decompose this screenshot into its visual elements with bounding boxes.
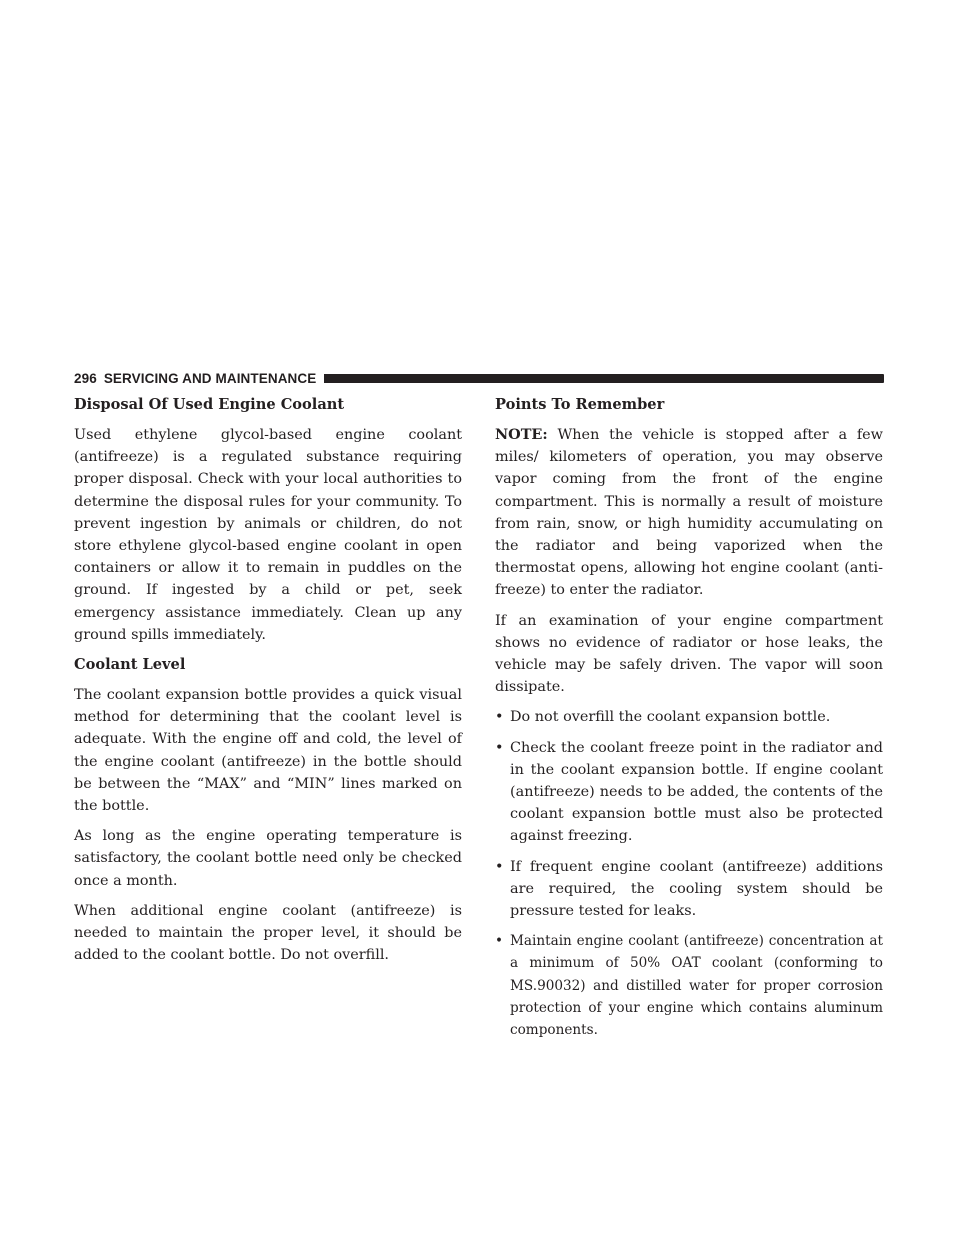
list-item-text: Do not overfill the coolant expansion bottle.: [510, 709, 831, 726]
list-item-text: Maintain engine coolant (antifreeze) concentration at a minimum of 50% OAT coolant (conforming to MS.90032) and distilled water for proper corrosion protection of your engine which contains aluminum components.: [510, 933, 883, 1039]
section-title: SERVICING AND MAINTENANCE: [103, 370, 317, 386]
list-item-text: If frequent engine coolant (antifreeze) additions are required, the cooling system should be pressure tested for leaks.: [510, 858, 883, 920]
header-rule: [324, 374, 884, 383]
bullet-icon: •: [495, 739, 504, 756]
list-item-text: Check the coolant freeze point in the radiator and in the coolant expansion bottle. If engine coolant (antifreeze) needs to be added, the contents of the coolant expansion bottle must also be protected against freezing.: [510, 739, 883, 845]
page-number: 296: [74, 370, 97, 386]
bullet-icon: •: [495, 858, 504, 875]
bullet-list: [495, 706, 883, 1041]
add-coolant-paragraph: When additional engine coolant (antifreeze) is needed to maintain the proper level, it should be added to the coolant bottle. Do not overfill.: [74, 902, 462, 964]
coolant-level-paragraph: The coolant expansion bottle provides a quick visual method for determining that the coolant level is adequate. With the engine off and cold, the level of the engine coolant (antifreeze) in the bottle should be between the “MAX” and “MIN” lines marked on the bottle.: [74, 687, 462, 815]
left-column: [74, 394, 462, 974]
page-header: [74, 369, 884, 387]
list-item: [495, 737, 883, 848]
list-item: [495, 930, 883, 1041]
coolant-level-heading: Coolant Level: [74, 656, 186, 674]
disposal-paragraph: Used ethylene glycol-based engine coolant (antifreeze) is a regulated substance requiring proper disposal. Check with your local authorities to determine the disposal rules for your community. To prevent ingestion by animals or children, do not store ethylene glycol-based engine coolant in open containers or allow it to remain in puddles on the ground. If ingested by a child or pet, seek emergency assistance immediately. Clean up any ground spills immediately.: [74, 427, 462, 643]
bullet-icon: •: [495, 933, 504, 950]
disposal-heading: Disposal Of Used Engine Coolant: [74, 396, 345, 413]
list-item: [495, 706, 883, 728]
right-column: [495, 394, 883, 1049]
note-paragraph: [495, 424, 883, 602]
check-frequency-paragraph: As long as the engine operating temperature is satisfactory, the coolant bottle need only be checked once a month.: [74, 828, 462, 889]
leak-check-paragraph: If an examination of your engine compartment shows no evidence of radiator or hose leaks, the vehicle may be safely driven. The vapor will soon dissipate.: [495, 612, 883, 696]
list-item: [495, 856, 883, 923]
points-heading: Points To Remember: [495, 396, 665, 413]
note-label: NOTE:: [495, 426, 548, 443]
note-text: When the vehicle is stopped after a few miles/ kilometers of operation, you may observe vapor coming from the front of the engine compartment. This is normally a result of moisture from rain, snow, or high humidity accumulating on the radiator and being vaporized when the thermostat opens, allowing hot engine coolant (antifreeze) to enter the radiator.: [495, 427, 883, 599]
bullet-icon: •: [495, 709, 504, 726]
